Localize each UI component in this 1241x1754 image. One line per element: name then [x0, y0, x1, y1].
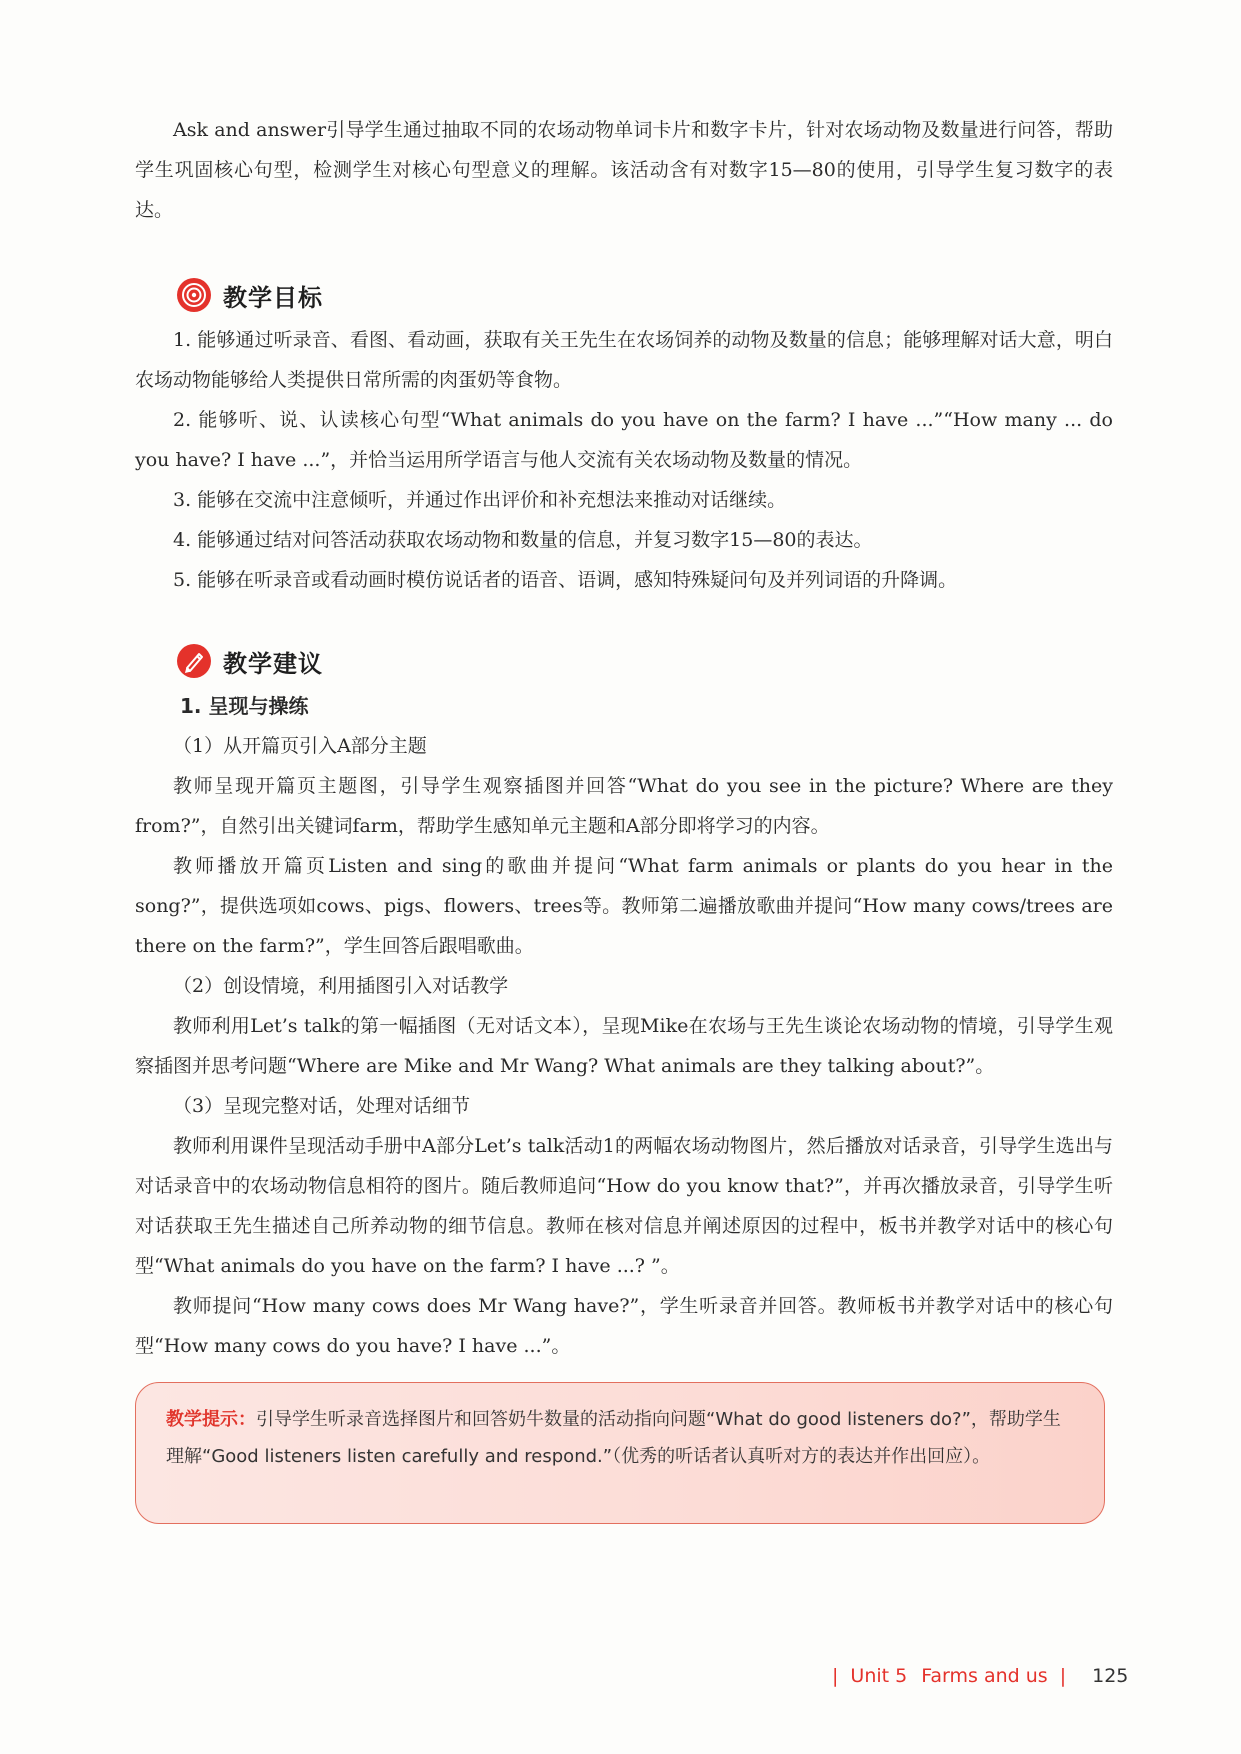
goal-item: 4. 能够通过结对问答活动获取农场动物和数量的信息，并复习数字15—80的表达。 [173, 529, 873, 551]
part3-paragraph: 教师提问“How many cows does Mr Wang have?”，学生听录音并回答。教师板书并教学对话中的核心句型“How many cows do you have? I have ...”。 [135, 1295, 1113, 1357]
goals-heading [177, 272, 1113, 318]
goals-title: 教学目标 [223, 283, 323, 312]
subhead-presentation: 1. 呈现与操练 [180, 694, 309, 718]
goal-item: 3. 能够在交流中注意倾听，并通过作出评价和补充想法来推动对话继续。 [173, 489, 787, 511]
goals-list [135, 320, 1113, 600]
page-body [135, 110, 1113, 1366]
page-number: 125 [1092, 1665, 1129, 1687]
pencil-icon [177, 644, 211, 678]
part1-paragraph: 教师呈现开篇页主题图，引导学生观察插图并回答“What do you see in the picture? Where are they from?”，自然引出关键词farm，帮助学生感知单元主题和A部分即将学习的内容。 [135, 775, 1113, 837]
part2-paragraph: 教师利用Let’s talk的第一幅插图（无对话文本），呈现Mike在农场与王先生谈论农场动物的情境，引导学生观察插图并思考问题“Where are Mike and Mr Wang? What animals are they talking about?”。 [135, 1015, 1113, 1077]
goal-item: 5. 能够在听录音或看动画时模仿说话者的语音、语调，感知特殊疑问句及并列词语的升降调。 [173, 569, 958, 591]
footer-divider: | [1059, 1665, 1067, 1687]
goal-item: 1. 能够通过听录音、看图、看动画，获取有关王先生在农场饲养的动物及数量的信息；能够理解对话大意，明白农场动物能够给人类提供日常所需的肉蛋奶等食物。 [135, 329, 1113, 391]
target-icon [177, 278, 211, 312]
footer-divider: | [832, 1665, 839, 1687]
intro-paragraph: Ask and answer引导学生通过抽取不同的农场动物单词卡片和数字卡片，针对农场动物及数量进行问答，帮助学生巩固核心句型，检测学生对核心句型意义的理解。该活动含有对数字15—80的使用，引导学生复习数字的表达。 [135, 119, 1113, 221]
suggestions-body [135, 686, 1113, 1366]
part3-title: （3）呈现完整对话，处理对话细节 [173, 1095, 471, 1117]
part2-title: （2）创设情境，利用插图引入对话教学 [173, 975, 509, 997]
suggestions-title: 教学建议 [223, 649, 323, 678]
goal-item: 2. 能够听、说、认读核心句型“What animals do you have on the farm? I have ...”“How many ... do you have? I have ...”，并恰当运用所学语言与他人交流有关农场动物及数量的情况。 [135, 409, 1113, 471]
part3-paragraph: 教师利用课件呈现活动手册中A部分Let’s talk活动1的两幅农场动物图片，然后播放对话录音，引导学生选出与对话录音中的农场动物信息相符的图片。随后教师追问“How do you know that?”，并再次播放录音，引导学生听对话获取王先生描述自己所养动物的细节信息。教师在核对信息并阐述原因的过程中，板书并教学对话中的核心句型“What animals do you have on the farm? I have ...? ”。 [135, 1135, 1113, 1277]
suggestions-heading [177, 638, 1113, 684]
footer-topic: Farms and us [921, 1665, 1048, 1687]
part1-title: （1）从开篇页引入A部分主题 [173, 735, 427, 757]
teaching-tip-box [135, 1382, 1105, 1524]
part1-paragraph: 教师播放开篇页Listen and sing的歌曲并提问“What farm animals or plants do you hear in the song?”，提供选项如cows、pigs、flowers、trees等。教师第二遍播放歌曲并提问“How many cows/trees are there on the farm?”，学生回答后跟唱歌曲。 [135, 855, 1113, 957]
tip-text: 引导学生听录音选择图片和回答奶牛数量的活动指向问题“What do good listeners do?”，帮助学生理解“Good listeners listen carefully and respond.”（优秀的听话者认真听对方的表达并作出回应）。 [166, 1409, 1061, 1467]
page-footer [820, 1665, 1128, 1687]
footer-unit: Unit 5 [850, 1665, 908, 1687]
tip-label: 教学提示： [166, 1409, 256, 1430]
